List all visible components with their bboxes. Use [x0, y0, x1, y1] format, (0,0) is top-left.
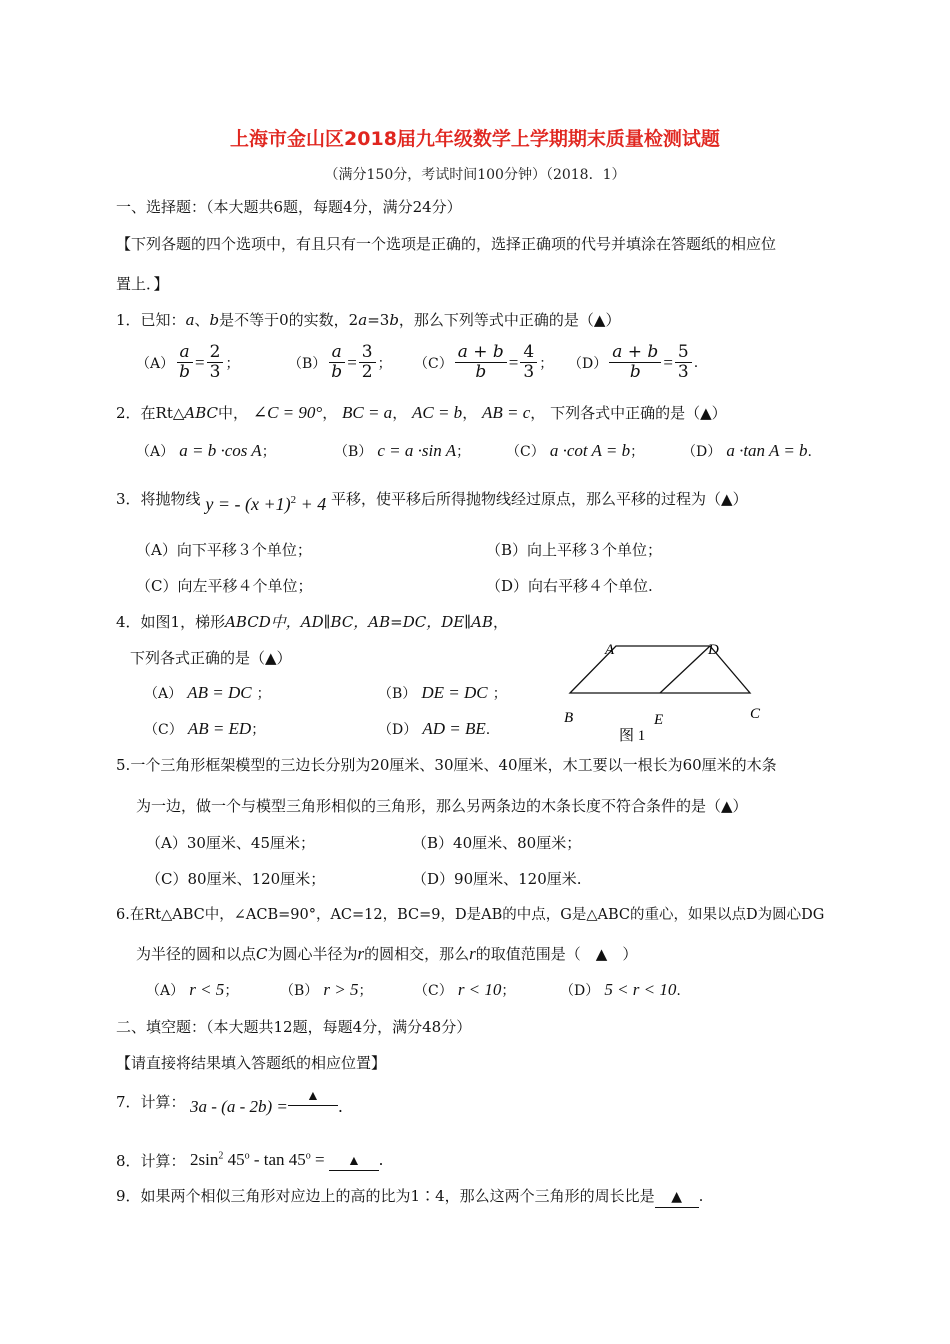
question-4-option-a[interactable]: （A） AB = DC ；: [144, 683, 271, 702]
question-6-option-b[interactable]: （B） r > 5；: [280, 980, 373, 999]
question-number: 1．: [116, 311, 141, 329]
question-number: 9．: [116, 1187, 141, 1205]
question-4-stem: 4．如图1，梯形ABCD中，AD∥BC，AB=DC，DE∥AB，: [116, 613, 509, 631]
section1-instruction-line2: 置上．】: [116, 275, 169, 293]
question-6-option-a[interactable]: （A） r < 5；: [146, 980, 239, 999]
trapezoid-abcd: [570, 646, 750, 693]
question-2-option-c[interactable]: （C） a ·cot A = b；: [506, 441, 645, 460]
fraction: $\frac{a}{b}$: [328, 343, 345, 382]
question-7-expression: 3a - (a - 2b) =▲.: [190, 1089, 343, 1116]
fraction: $\frac{2}{3}$: [207, 343, 224, 382]
page-title: 上海市金山区2018届九年级数学上学期期末质量检测试题: [230, 128, 720, 150]
figure-caption: 图 1: [619, 728, 646, 744]
question-3-option-a[interactable]: （A）向下平移３个单位；: [136, 541, 312, 559]
question-number: 6.: [116, 907, 130, 923]
vertex-label-c: C: [750, 706, 761, 722]
question-number: 8．: [116, 1152, 141, 1170]
question-8-expression: $2\sin^2$ $45^o - \tan 45^o$ = ▲ .: [190, 1150, 384, 1169]
fraction: $\frac{3}{2}$: [359, 343, 376, 382]
question-6-line2: 为半径的圆和以点C为圆心半径为r的圆相交，那么r的取值范围是（ ▲ ）: [136, 944, 638, 963]
fraction: $\frac{5}{3}$: [675, 343, 692, 382]
question-6-option-d[interactable]: （D） 5 < r < 10.: [560, 980, 681, 999]
question-number: 3．: [116, 490, 141, 508]
vertex-label-a: A: [605, 642, 615, 658]
vertex-label-e: E: [654, 712, 664, 728]
question-9-stem: 9．如果两个相似三角形对应边上的高的比为1∶4，那么这两个三角形的周长比是 ▲ .: [116, 1186, 703, 1208]
section1-heading: 一、选择题：（本大题共6题，每题4分，满分24分）: [116, 198, 462, 216]
question-number: 5.: [116, 756, 131, 774]
trapezoid-figure: [550, 636, 780, 748]
question-4-prompt: 下列各式正确的是（▲）: [130, 649, 292, 667]
question-3-option-c[interactable]: （C）向左平移４个单位；: [136, 577, 313, 595]
vertex-label-d: D: [708, 642, 719, 658]
vertex-label-b: B: [564, 710, 574, 726]
question-4-option-c[interactable]: （C） AB = ED；: [144, 719, 266, 738]
question-3-stem: 3．将抛物线 y = - $(x +1)^2 + 4$ 平移，使平移后所得抛物线经过原点，那么平移的过程为（▲）: [116, 490, 748, 514]
question-1-option-b[interactable]: （B） $\frac{a}{b}$ = $\frac{3}{2}$ ；: [288, 342, 392, 382]
parabola-formula: y = - $(x +1)^2 + 4$: [205, 494, 327, 514]
question-8-stem: 8．计算：: [116, 1152, 186, 1170]
question-3-option-d[interactable]: （D）向右平移４个单位.: [486, 577, 653, 595]
question-1-stem: 1．已知：a、b是不等于0的实数，2a=3b，那么下列等式中正确的是（▲）: [116, 311, 621, 329]
question-5-line1: 5.一个三角形框架模型的三边长分别为20厘米、30厘米、40厘米，木工要以一根长为60厘米的木条: [116, 756, 777, 774]
question-2-option-b[interactable]: （B） c = a ·sin A；: [334, 441, 471, 460]
answer-blank[interactable]: ▲: [329, 1154, 379, 1171]
fraction: $\frac{4}{3}$: [520, 343, 537, 382]
fraction: $\frac{a}{b}$: [176, 343, 193, 382]
question-6-line1: 6.在Rt△ABC中，∠ACB=90°，AC=12，BC=9，D是AB的中点，G是△ABC的重心，如果以点D为圆心DG: [116, 907, 825, 923]
question-5-option-a[interactable]: （A）30厘米、45厘米；: [146, 834, 316, 852]
question-1-option-c[interactable]: （C） $\frac{a + b}{b}$ = $\frac{4}{3}$ ；: [414, 342, 554, 382]
fraction: $\frac{a + b}{b}$: [455, 343, 507, 382]
question-5-option-c[interactable]: （C）80厘米、120厘米；: [146, 870, 326, 888]
section2-instruction: 【请直接将结果填入答题纸的相应位置】: [116, 1054, 387, 1072]
question-4-option-b[interactable]: （B） DE = DC ；: [378, 683, 507, 702]
question-5-option-d[interactable]: （D）90厘米、120厘米.: [412, 870, 582, 888]
question-number: 2．: [116, 404, 141, 422]
question-5-option-b[interactable]: （B）40厘米、80厘米；: [412, 834, 582, 852]
question-number: 7．: [116, 1093, 141, 1111]
question-1-option-a[interactable]: （A） $\frac{a}{b}$ = $\frac{2}{3}$ ；: [136, 342, 240, 382]
question-4-option-d[interactable]: （D） AD = BE.: [378, 719, 491, 738]
question-3-option-b[interactable]: （B）向上平移３个单位；: [486, 541, 663, 559]
question-7-stem: 7．计算：: [116, 1093, 186, 1111]
question-number: 4．: [116, 613, 141, 631]
section2-heading: 二、填空题：（本大题共12题，每题4分，满分48分）: [116, 1018, 472, 1036]
answer-blank[interactable]: ▲: [288, 1089, 338, 1106]
segment-de: [660, 646, 710, 693]
question-2-option-a[interactable]: （A） a = b ·cos A；: [136, 441, 276, 460]
section1-instruction-line1: 【下列各题的四个选项中，有且只有一个选项是正确的，选择正确项的代号并填涂在答题纸的相应位: [116, 235, 777, 253]
question-5-line2: 为一边，做一个与模型三角形相似的三角形，那么另两条边的木条长度不符合条件的是（▲）: [136, 797, 748, 815]
question-2-option-d[interactable]: （D） a ·tan A = b.: [682, 441, 812, 460]
answer-blank[interactable]: ▲: [655, 1187, 699, 1208]
page-subtitle: （满分150分，考试时间100分钟）（2018．1）: [324, 167, 626, 183]
fraction: $\frac{a + b}{b}$: [609, 343, 661, 382]
question-1-option-d[interactable]: （D） $\frac{a + b}{b}$ = $\frac{5}{3}$ .: [568, 342, 699, 382]
question-2-stem: 2．在Rt△ABC中， ∠C = 90°， BC = a， AC = b， AB = c， 下列各式中正确的是（▲）: [116, 403, 727, 422]
question-6-option-c[interactable]: （C） r < 10；: [414, 980, 516, 999]
